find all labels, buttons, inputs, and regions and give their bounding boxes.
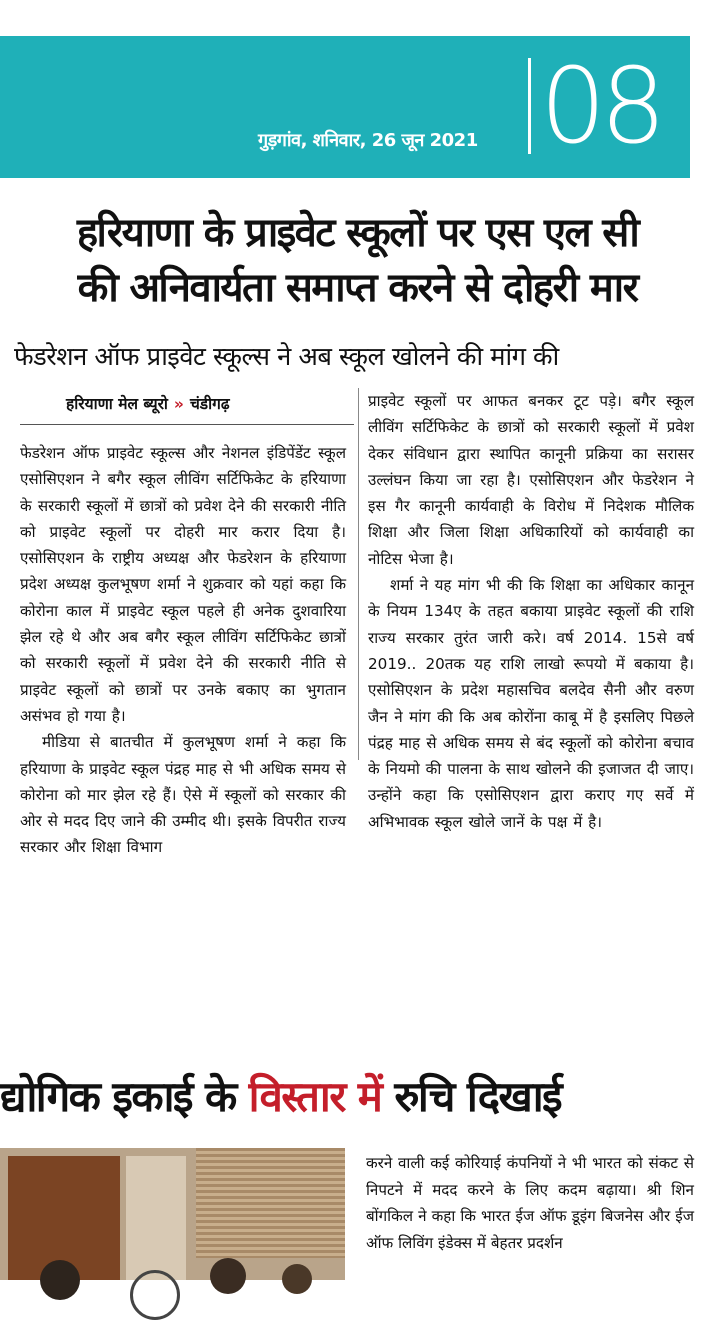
- header-divider: [528, 58, 531, 154]
- issue-date: गुड़गांव, शनिवार, 26 जून 2021: [258, 130, 478, 151]
- headline2-part-1: द्योगिक इकाई के: [0, 1072, 249, 1121]
- second-article-headline: [0, 1070, 720, 1124]
- photo-wall: [126, 1156, 186, 1280]
- article-subheadline: फेडरेशन ऑफ प्राइवेट स्कूल्स ने अब स्कूल खोलने की मांग की: [14, 342, 559, 372]
- article-column-left: [20, 440, 346, 857]
- byline-rule: [20, 424, 354, 425]
- article-column-right: [368, 388, 694, 831]
- headline2-highlight: विस्तार में: [248, 1072, 382, 1121]
- photo-window-blind: [196, 1148, 345, 1258]
- photo-person: [210, 1258, 246, 1294]
- headline-line-2: की अनिवार्यता समाप्त करने से दोहरी मार: [77, 265, 638, 311]
- photo-person: [40, 1260, 80, 1300]
- paragraph: करने वाली कई कोरियाई कंपनियों ने भी भारत को संकट से निपटने में मदद करने के लिए कदम बढ़ाया। श्री शिन बोंगकिल ने कहा कि भारत ईज ऑफ डूइंग बिजनेस और ईज ऑफ लिविंग इंडेक्स में बेहतर प्रदर्शन: [366, 1154, 694, 1252]
- second-article-column: [366, 1150, 694, 1280]
- paragraph: शर्मा ने यह मांग भी की कि शिक्षा का अधिकार कानून के नियम 134ए के तहत बकाया प्राइवेट स्कूलों की राशि राज्य सरकार तुरंत जारी करे। वर्ष 2014. 15से वर्ष 2019.. 20तक यह राशि लाखो रूपयो में बकाया है। एसोसिएशन के प्रदेश महासचिव बलदेव सैनी और वरुण जैन ने मांग की कि अब कोरोंना काबू में है इसलिए पिछले पंद्रह माह से अधिक समय से बंद स्कूलों को कोरोना बचाव के नियमो की पालना के साथ खोलने की इजाजत दी जाए। उन्होंने कहा कि एसोसिएशन द्वारा कराए गए सर्वे में अभिभावक स्कूल खोले जानें के पक्ष में है।: [368, 576, 694, 831]
- paragraph: फेडरेशन ऑफ प्राइवेट स्कूल्स और नेशनल इंडिपेंडेंट स्कूल एसोसिएशन ने बगैर स्कूल लीविंग सर्टिफिकेट के हरियाणा के सरकारी स्कूलों में छात्रों को प्रवेश देने की सरकारी नीति को प्राइवेट स्कूलों पर दोहरी मार करार दिया है। एसोसिएशन के राष्ट्रीय अध्यक्ष और फेडरेशन के हरियाणा प्रदेश अध्यक्ष कुलभूषण शर्मा ने शुक्रवार को यहां कहा कि कोरोना काल में प्राइवेट स्कूल पहले ही अनेक दुशवारिया झेल रहे थे और अब बगैर स्कूल लीविंग सर्टिफिकेट छात्रों को सरकारी स्कूलों में प्रवेश देने की सरकारी नीति से प्राइवेट स्कूलों को छात्रों पर उनके बकाए का भुगतान असंभव हो गया है।: [20, 444, 346, 725]
- photo-fan: [130, 1270, 180, 1320]
- byline-place: चंडीगढ़: [189, 395, 230, 413]
- paragraph: मीडिया से बातचीत में कुलभूषण शर्मा ने कहा कि हरियाणा के प्राइवेट स्कूल पंद्रह माह से भी अधिक समय से कोरोना को मार झेल रहे हैं। ऐसे में स्कूलों को सरकार की ओर से मदद दिए जाने की उम्मीद थी। इसके विपरीत राज्य सरकार और शिक्षा विभाग: [20, 733, 346, 857]
- paragraph: प्राइवेट स्कूलों पर आफत बनकर टूट पड़े। बगैर स्कूल लीविंग सर्टिफिकेट के छात्रों को सरकारी स्कूलों में प्रवेश देकर संविधान द्वारा स्थापित कानूनी प्रक्रिया का सरासर उल्लंघन किया जा रहा है। एसोसिएशन और फेडरेशन ने इस गैर कानूनी कार्यवाही के विरोध में निदेशक मौलिक शिक्षा और जिला शिक्षा अधिकारियों को कार्यवाही का नोटिस भेजा है।: [368, 392, 694, 568]
- page-number: 08: [540, 45, 661, 167]
- byline-source: हरियाणा मेल ब्यूरो: [66, 395, 168, 413]
- byline: [66, 392, 356, 414]
- headline2-part-2: रुचि दिखाई: [381, 1072, 562, 1121]
- byline-separator: »: [173, 395, 184, 413]
- headline-line-1: हरियाणा के प्राइवेट स्कूलों पर एस एल सी: [76, 210, 639, 256]
- news-photo: [0, 1148, 345, 1280]
- column-divider: [358, 388, 359, 760]
- article-headline: [20, 206, 695, 316]
- photo-person: [282, 1264, 312, 1294]
